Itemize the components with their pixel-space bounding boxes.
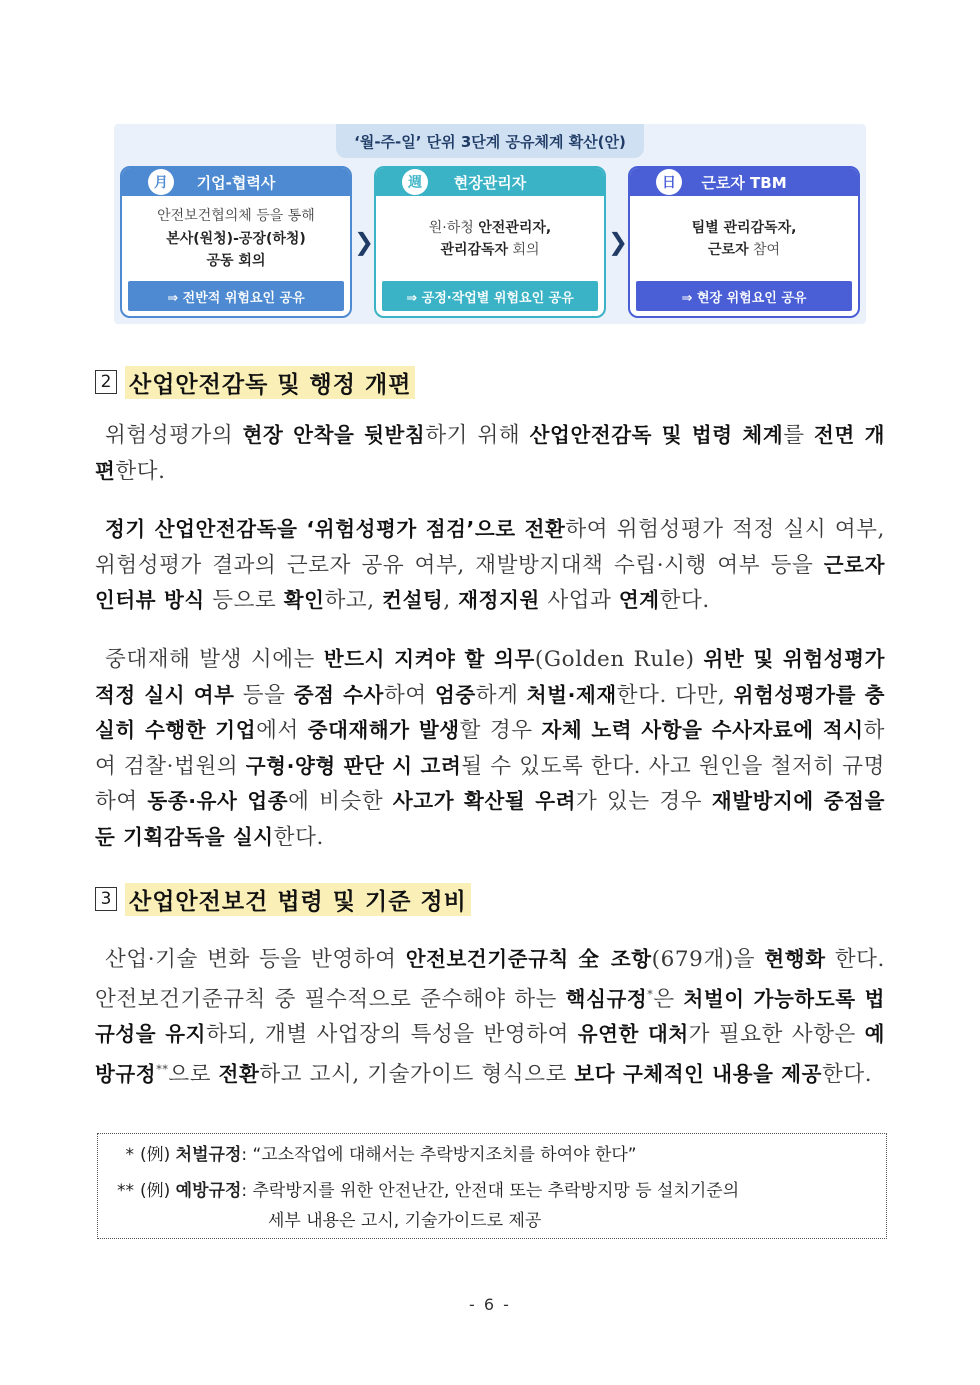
emphasis: 연계 — [618, 588, 660, 612]
emphasis: 처벌·제재 — [526, 682, 617, 707]
emphasis: 자체 노력 사항을 수사자료에 적시 — [541, 718, 864, 742]
chevron-right-icon: ❯ — [608, 228, 629, 256]
weekly-body-line2: 관리감독자 — [440, 242, 509, 258]
text: 은 — [653, 986, 684, 1012]
text: 를 — [783, 423, 815, 448]
text: 으로 — [168, 1061, 219, 1087]
emphasis: 위반 및 위험성평가 적정 실시 여부 — [95, 647, 886, 707]
text: 하기 위해 — [425, 423, 530, 448]
text: 하고 고시, 기술가이드 형식으로 — [259, 1061, 575, 1087]
text: 하게 — [475, 682, 527, 708]
text: : “고소작업에 대해서는 추락방지조치를 하여야 한다” — [241, 1145, 637, 1165]
footnote-1 — [108, 1140, 876, 1170]
daily-body-line2: 근로자 — [707, 242, 749, 258]
emphasis: 유연한 대처 — [577, 1022, 689, 1047]
text: (Golden Rule) — [534, 647, 704, 672]
text: , — [443, 588, 459, 613]
footnote-mark: ** — [156, 1062, 169, 1076]
text: 등을 — [234, 682, 294, 708]
emphasis: 컨설팅 — [382, 588, 444, 612]
daily-header — [630, 168, 858, 196]
text: 에서 — [256, 718, 308, 743]
emphasis: 현행화 — [764, 947, 826, 971]
weekly-footer: ⇒ 공정·작업별 위험요인 공유 — [382, 281, 598, 311]
monthly-footer: ⇒ 전반적 위험요인 공유 — [128, 281, 344, 311]
emphasis: 동종·유사 업종 — [147, 789, 289, 813]
text: (例) — [140, 1181, 176, 1201]
emphasis: 처벌이 가능하도록 법규성을 유지 — [95, 986, 885, 1047]
weekly-body-line1-bold: 안전관리자, — [478, 219, 552, 236]
diagram-title: ‘월-주-일’ 단위 3단계 공유체계 확산(안) — [336, 124, 644, 158]
monthly-body-line3: 공동 회의 — [206, 253, 266, 270]
weekly-header — [376, 168, 604, 196]
text: 한다. — [273, 824, 324, 850]
text: 중대재해 발생 시에는 — [105, 647, 324, 672]
section-2-heading — [95, 367, 415, 397]
emphasis: 반드시 지켜야 할 의무 — [323, 647, 535, 671]
section-title: 산업안전보건 법령 및 기준 정비 — [125, 883, 471, 916]
emphasis: 근로자 인터뷰 방식 — [95, 552, 885, 612]
daily-body — [630, 196, 858, 282]
emphasis: 처벌규정 — [175, 1145, 242, 1165]
week-badge-icon: 週 — [402, 169, 428, 195]
page-number: - 6 - — [469, 1295, 511, 1314]
monthly-header — [122, 168, 350, 196]
section-number: 2 — [95, 370, 117, 394]
section-2-paragraph-3 — [95, 642, 885, 855]
emphasis: 재발방지에 중점을 둔 기획감독을 실시 — [95, 789, 885, 849]
section-title: 산업안전감독 및 행정 개편 — [125, 366, 415, 399]
monthly-body-line2: 본사(원청)-공장(하청) — [166, 230, 306, 247]
emphasis: 예방규정 — [95, 1022, 885, 1086]
text: 한다. 다만, — [616, 682, 734, 708]
emphasis: 중점 수사 — [293, 682, 384, 707]
emphasis: 엄중 — [434, 682, 476, 707]
weekly-column — [374, 166, 606, 318]
weekly-body — [376, 196, 604, 282]
emphasis: 안전보건기준규칙 全 조항 — [405, 947, 652, 971]
text: 하되, 개별 사업장의 특성을 반영하여 — [206, 1022, 578, 1048]
weekly-body-line2-rest: 회의 — [508, 242, 540, 258]
text: 사업과 — [539, 588, 619, 613]
emphasis: 산업안전감독 및 법령 체계 — [529, 423, 784, 447]
monthly-body-line1: 안전보건협의체 등을 통해 — [157, 208, 315, 225]
emphasis: 핵심규정 — [565, 986, 648, 1011]
monthly-body — [122, 196, 350, 282]
text: 될 수 있도록 한다. 사고 원인을 철저히 규명하여 — [95, 753, 885, 814]
section-2-paragraph-2 — [95, 512, 885, 619]
text: 한다. — [822, 1061, 873, 1087]
emphasis: 사고가 확산될 우려 — [392, 789, 577, 813]
emphasis: 전면 개편 — [95, 423, 885, 483]
chevron-right-icon: ❯ — [354, 228, 375, 256]
daily-body-line1: 팀별 관리감독자, — [691, 219, 797, 236]
text: 하여 — [383, 682, 435, 708]
emphasis: 확인 — [283, 588, 325, 612]
section-3-paragraph-1 — [95, 942, 885, 1092]
emphasis: 위험성평가를 충실히 수행한 기업 — [95, 682, 885, 742]
text: 가 있는 경우 — [576, 789, 712, 814]
text: 할 경우 — [459, 718, 542, 743]
text: 하여 위험성평가 적정 실시 여부, 위험성평가 결과의 근로자 공유 여부, 재발방지대책 수립·시행 여부 등을 — [95, 517, 885, 578]
daily-column — [628, 166, 860, 318]
emphasis: 전환 — [218, 1061, 260, 1086]
daily-header-label: 근로자 TBM — [701, 173, 787, 192]
sharing-system-diagram — [114, 124, 866, 324]
emphasis: 중대재해가 발생 — [307, 718, 460, 742]
section-3-heading — [95, 884, 471, 914]
text: 한다. 안전보건기준규칙 중 필수적으로 준수해야 하는 — [95, 947, 885, 1012]
text: 한다. — [115, 458, 166, 484]
footnote-2-continued: 세부 내용은 고시, 기술가이드로 제공 — [268, 1211, 542, 1231]
text: 위험성평가의 — [105, 423, 243, 448]
daily-footer: ⇒ 현장 위험요인 공유 — [636, 281, 852, 311]
emphasis: 보다 구체적인 내용을 제공 — [574, 1061, 823, 1086]
footnote-mark: ** — [117, 1181, 134, 1201]
monthly-header-label: 기업-협력사 — [196, 173, 276, 192]
footnote-mark: * — [125, 1145, 134, 1165]
footnote-mark: * — [647, 987, 654, 1001]
monthly-column — [120, 166, 352, 318]
emphasis: 재정지원 — [458, 588, 540, 612]
footnote-2 — [108, 1176, 876, 1206]
text: 가 필요한 사항은 — [688, 1022, 865, 1048]
text: 등으로 — [204, 588, 284, 613]
footnotes-box — [97, 1133, 887, 1239]
month-badge-icon: 月 — [148, 169, 174, 195]
daily-body-line2-rest: 참여 — [748, 242, 781, 258]
text: 에 비슷한 — [288, 789, 393, 814]
text: 산업·기술 변화 등을 반영하여 — [105, 947, 406, 972]
weekly-body-line1: 원·하청 — [428, 219, 474, 236]
text: (679개)을 — [651, 947, 765, 972]
text: 하고, — [324, 588, 383, 613]
emphasis: 현장 안착을 뒷받침 — [242, 423, 426, 447]
text: (例) — [140, 1145, 176, 1165]
emphasis: 정기 산업안전감독을 ‘위험성평가 점검’으로 전환 — [105, 517, 566, 541]
weekly-header-label: 현장관리자 — [453, 173, 527, 192]
emphasis: 예방규정 — [175, 1181, 242, 1201]
section-number: 3 — [95, 887, 117, 911]
emphasis: 구형·양형 판단 시 고려 — [245, 753, 462, 778]
text: 하여 검찰·법원의 — [95, 718, 886, 779]
day-badge-icon: 日 — [656, 169, 682, 195]
text: 한다. — [659, 588, 710, 613]
text: : 추락방지를 위한 안전난간, 안전대 또는 추락방지망 등 설치기준의 — [241, 1181, 740, 1201]
section-2-paragraph-1 — [95, 418, 885, 489]
